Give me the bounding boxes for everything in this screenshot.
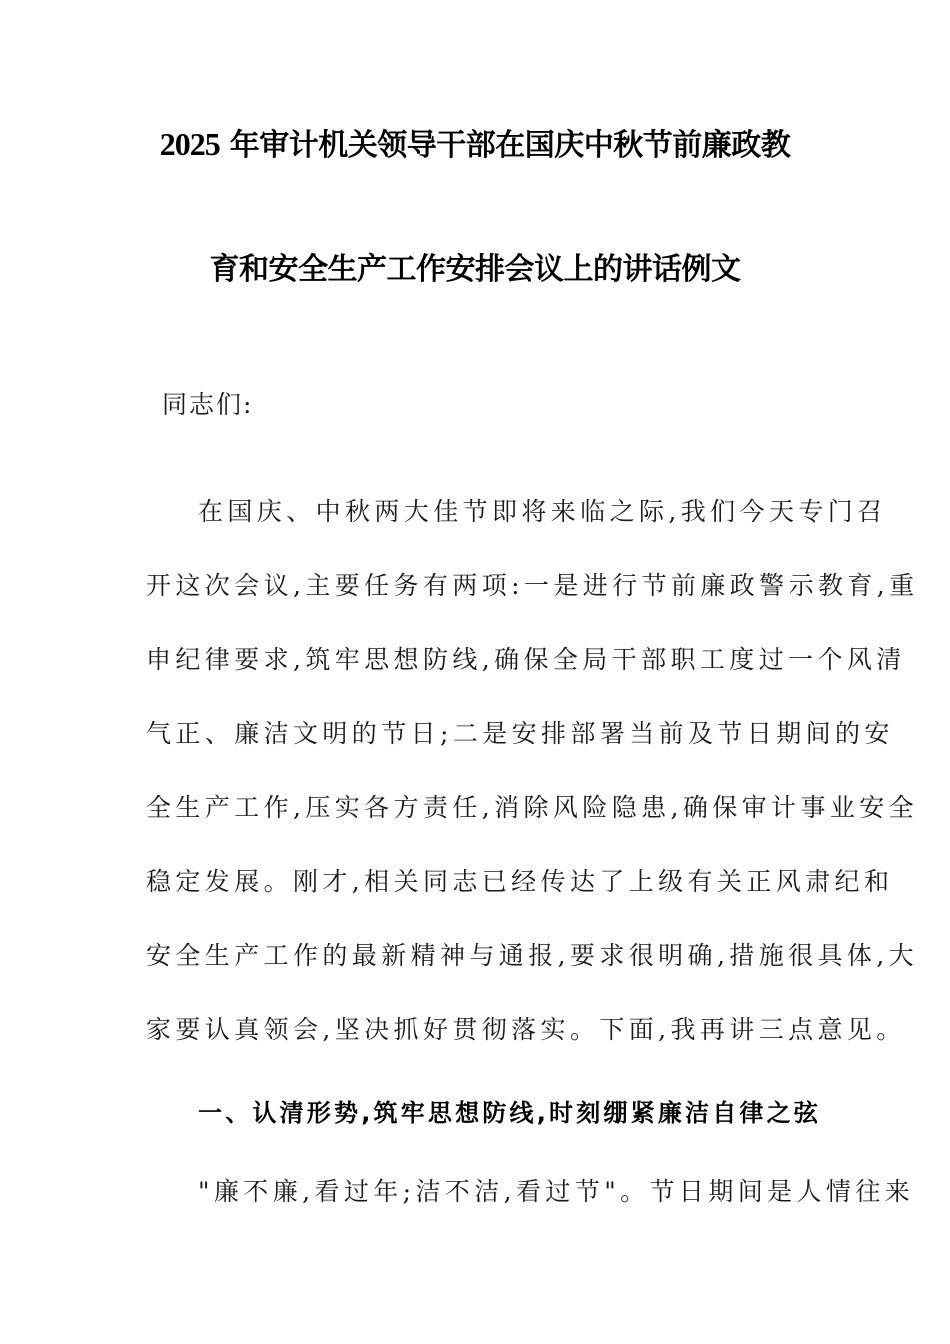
paragraph-line: 在国庆、中秋两大佳节即将来临之际,我们今天专门召 <box>198 497 887 526</box>
paragraph-line: 申纪律要求,筑牢思想防线,确保全局干部职工度过一个风清 <box>146 645 906 674</box>
paragraph-line: 家要认真领会,坚决抓好贯彻落实。下面,我再讲三点意见。 <box>146 1015 906 1044</box>
section-heading-1: 一、认清形势,筑牢思想防线,时刻绷紧廉洁自律之弦 <box>198 1099 822 1127</box>
paragraph-line: 安全生产工作的最新精神与通报,要求很明确,措施很具体,大 <box>146 941 919 970</box>
document-title-line-1 <box>0 124 950 166</box>
title-year: 2025 <box>159 126 220 162</box>
paragraph-line: 全生产工作,压实各方责任,消除风险隐患,确保审计事业安全 <box>146 793 919 822</box>
paragraph-line: 气正、廉洁文明的节日;二是安排部署当前及节日期间的安 <box>146 719 894 748</box>
salutation: 同志们: <box>162 390 254 419</box>
paragraph-line: "廉不廉,看过年;洁不洁,看过节"。节日期间是人情往来 <box>198 1177 915 1206</box>
paragraph-line: 稳定发展。刚才,相关同志已经传达了上级有关正风肃纪和 <box>146 867 894 896</box>
paragraph-line: 开这次会议,主要任务有两项:一是进行节前廉政警示教育,重 <box>146 571 919 600</box>
document-title-line-2: 育和安全生产工作安排会议上的讲话例文 <box>209 252 741 287</box>
title-text-1: 年审计机关领导干部在国庆中秋节前廉政教 <box>219 128 791 163</box>
